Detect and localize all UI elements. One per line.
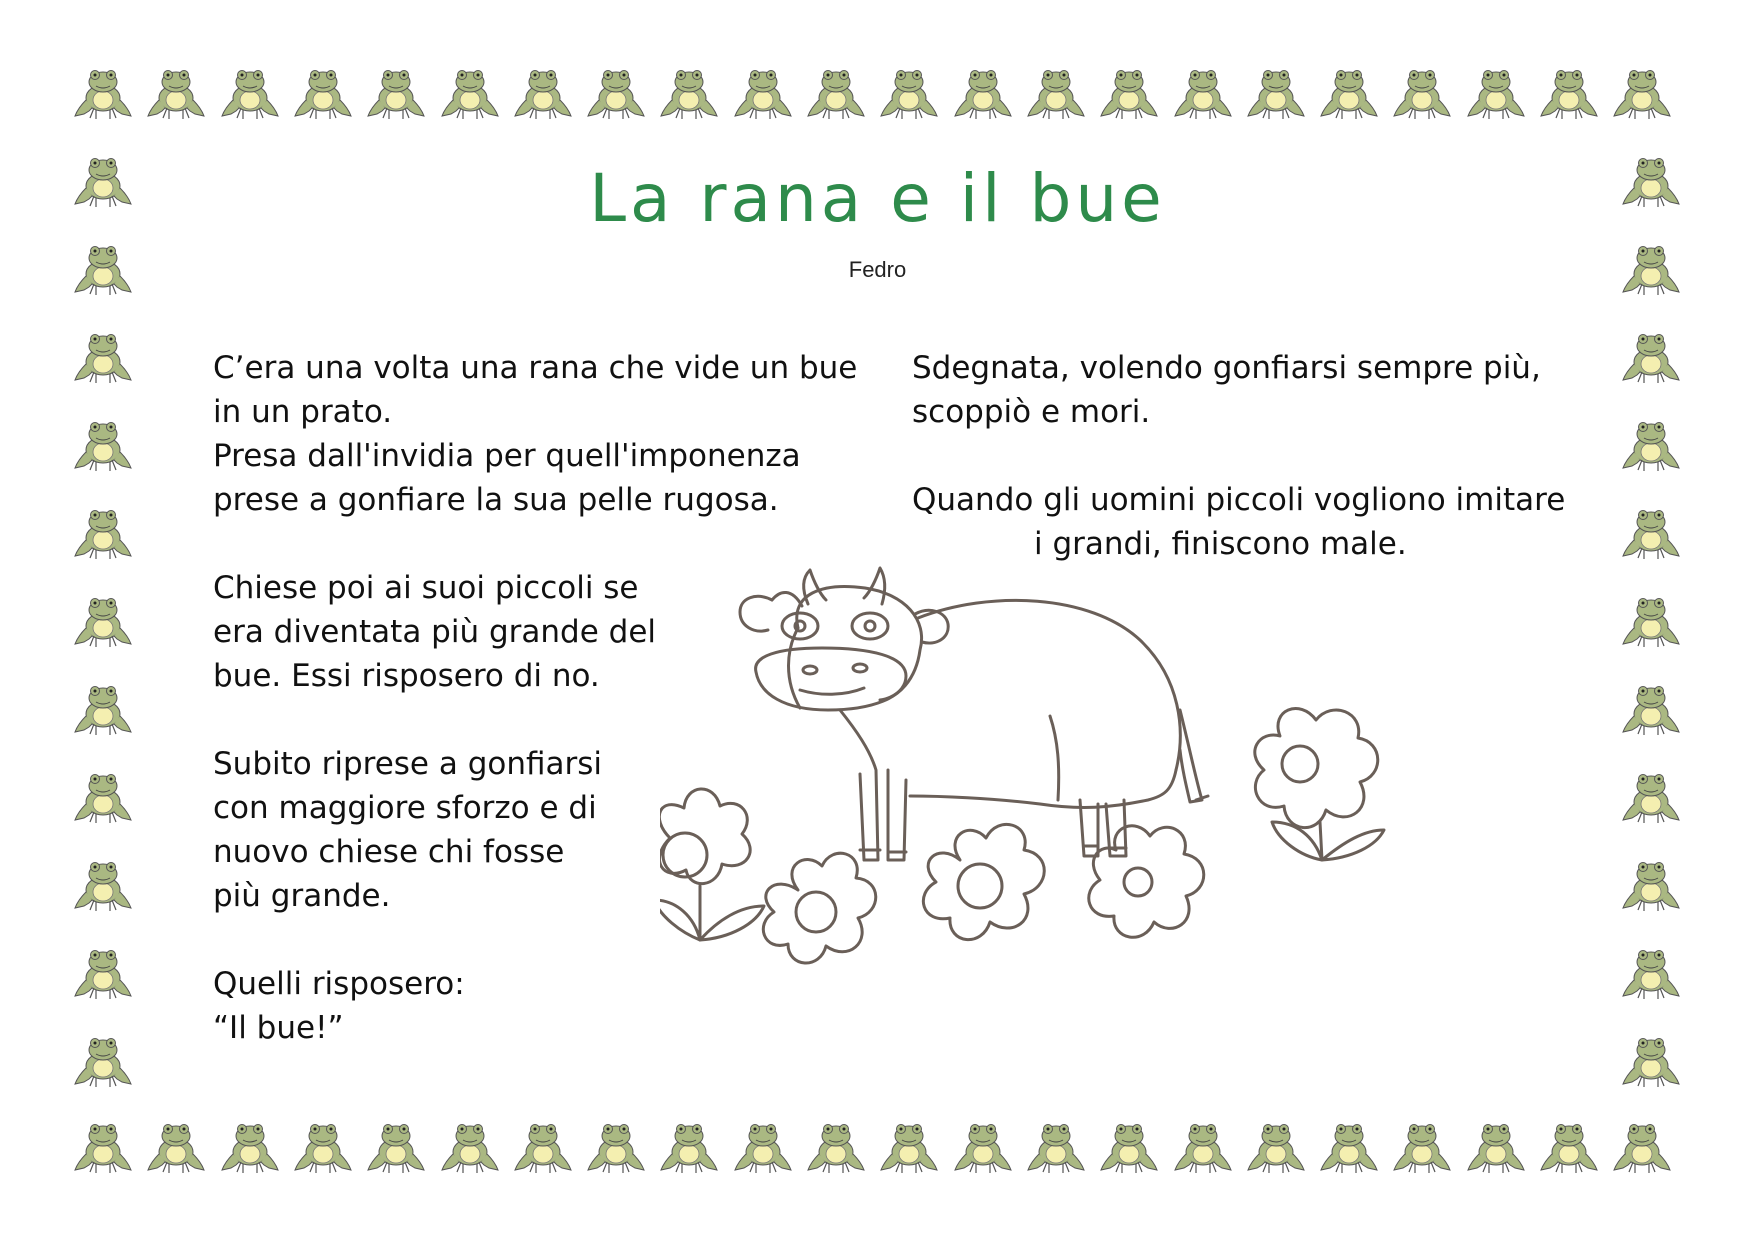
frog-icon: [72, 592, 134, 648]
frog-icon: [72, 768, 134, 824]
frog-icon: [72, 680, 134, 736]
frog-icon: [292, 64, 354, 120]
frog-icon: [585, 1118, 647, 1174]
frog-icon: [1620, 1032, 1682, 1088]
frog-icon: [1318, 64, 1380, 120]
frog-icon: [805, 64, 867, 120]
frog-icon: [1025, 64, 1087, 120]
frog-icon: [365, 1118, 427, 1174]
frog-icon: [952, 1118, 1014, 1174]
frog-icon: [1538, 1118, 1600, 1174]
frog-icon: [512, 64, 574, 120]
text-line: nuovo chiese chi fosse: [213, 834, 565, 870]
frog-icon: [72, 1118, 134, 1174]
frog-icon: [1245, 1118, 1307, 1174]
moral-text: [912, 478, 1565, 566]
frog-icon: [1620, 856, 1682, 912]
frog-icon: [219, 64, 281, 120]
frog-icon: [1245, 64, 1307, 120]
text-line: scoppiò e mori.: [912, 394, 1151, 430]
text-line: prese a gonfiare la sua pelle rugosa.: [213, 482, 779, 518]
frog-icon: [658, 1118, 720, 1174]
frog-icon: [72, 856, 134, 912]
frog-icon: [1620, 416, 1682, 472]
frog-icon: [585, 64, 647, 120]
frog-icon: [1465, 1118, 1527, 1174]
story-paragraph-3: [213, 742, 602, 918]
text-line: era diventata più grande del: [213, 614, 657, 650]
frog-icon: [732, 1118, 794, 1174]
frog-icon: [72, 328, 134, 384]
frog-icon: [1318, 1118, 1380, 1174]
frog-icon: [1172, 64, 1234, 120]
flower-drawing-center-left: [763, 853, 875, 963]
frog-icon: [732, 64, 794, 120]
frog-icon: [952, 64, 1014, 120]
frog-icon: [1391, 64, 1453, 120]
text-line: bue. Essi risposero di no.: [213, 658, 600, 694]
text-line: “Il bue!”: [213, 1010, 344, 1046]
frog-icon: [1391, 1118, 1453, 1174]
text-line: con maggiore sforzo e di: [213, 790, 597, 826]
text-line: Sdegnata, volendo gonfiarsi sempre più,: [912, 350, 1541, 386]
frog-icon: [439, 1118, 501, 1174]
frog-icon: [805, 1118, 867, 1174]
text-line: C’era una volta una rana che vide un bue: [213, 350, 858, 386]
frog-icon: [72, 64, 134, 120]
frog-icon: [1098, 64, 1160, 120]
frog-icon: [1538, 64, 1600, 120]
frog-icon: [658, 64, 720, 120]
frog-icon: [72, 504, 134, 560]
frog-icon: [219, 1118, 281, 1174]
page-title: La rana e il bue: [589, 160, 1166, 237]
frog-icon: [72, 1032, 134, 1088]
frog-icon: [1620, 944, 1682, 1000]
frog-icon: [512, 1118, 574, 1174]
frog-icon: [1172, 1118, 1234, 1174]
text-line: in un prato.: [213, 394, 393, 430]
text-line: i grandi, finiscono male.: [1034, 526, 1407, 562]
frog-icon: [1098, 1118, 1160, 1174]
flower-drawing-left: [660, 789, 764, 940]
frog-icon: [145, 64, 207, 120]
flower-drawing-right: [1255, 709, 1384, 860]
frog-icon: [878, 64, 940, 120]
frog-icon: [1611, 64, 1673, 120]
frog-icon: [292, 1118, 354, 1174]
text-line: Presa dall'invidia per quell'imponenza: [213, 438, 801, 474]
text-line: più grande.: [213, 878, 391, 914]
frog-icon: [72, 416, 134, 472]
text-line: Chiese poi ai suoi piccoli se: [213, 570, 639, 606]
frog-icon: [145, 1118, 207, 1174]
frog-icon: [878, 1118, 940, 1174]
story-paragraph-1: [213, 346, 857, 522]
frog-icon: [1620, 592, 1682, 648]
text-line: Quelli risposero:: [213, 966, 465, 1002]
frog-icon: [439, 64, 501, 120]
flower-drawing-center-right: [1089, 826, 1204, 937]
frog-icon: [1620, 328, 1682, 384]
frog-icon: [1620, 504, 1682, 560]
frog-icon: [72, 944, 134, 1000]
story-paragraph-5: [912, 346, 1541, 434]
text-line: Quando gli uomini piccoli vogliono imitare: [912, 482, 1566, 518]
frog-icon: [1611, 1118, 1673, 1174]
story-paragraph-2: [213, 566, 656, 698]
frog-icon: [1620, 768, 1682, 824]
frog-icon: [365, 64, 427, 120]
flower-drawing-center: [923, 824, 1044, 939]
frog-icon: [1620, 680, 1682, 736]
story-paragraph-4: [213, 962, 465, 1050]
frog-icon: [1025, 1118, 1087, 1174]
cow-drawing: [740, 568, 1208, 860]
cow-with-flowers-drawing: [660, 560, 1560, 1100]
frog-icon: [1465, 64, 1527, 120]
author-name: Fedro: [848, 257, 907, 282]
text-line: Subito riprese a gonfiarsi: [213, 746, 603, 782]
